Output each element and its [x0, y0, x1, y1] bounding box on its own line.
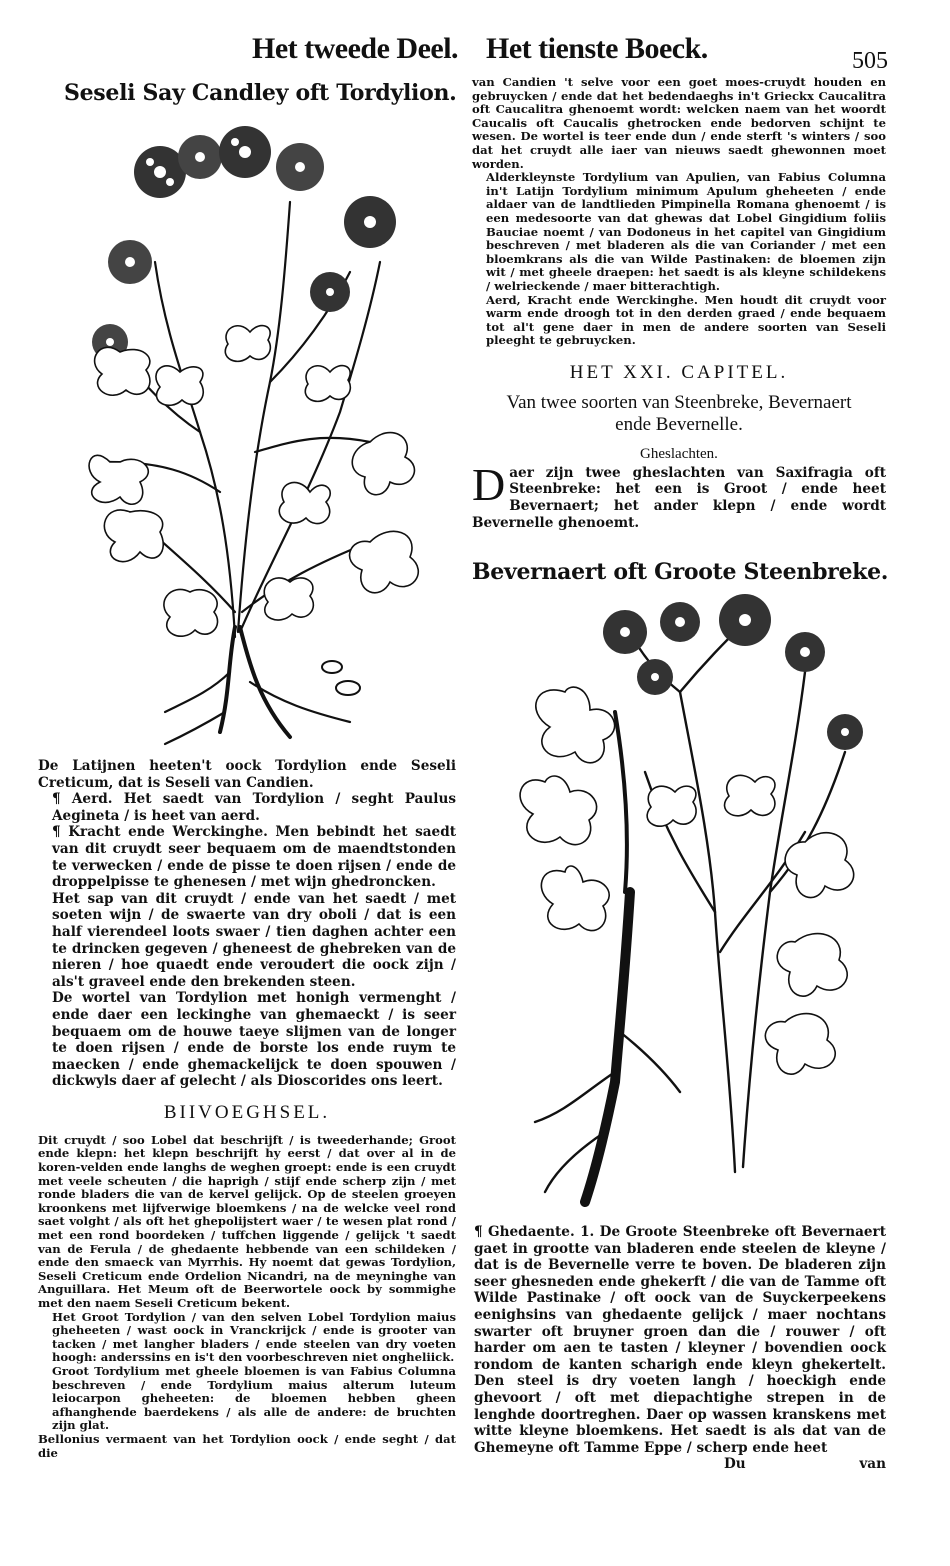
chapter-heading: HET XXI. CAPITEL.: [569, 361, 789, 383]
gheslachten-heading: Gheslachten.: [640, 445, 718, 462]
left-paragraph-2: ¶ Aerd. Het saedt van Tordylion / seght Paulus Aegineta / is heet van aerd.: [52, 791, 456, 824]
drop-cap: D: [472, 458, 506, 510]
bijvoegsel-paragraph-4: Bellonius vermaent van het Tordylion oock / ende seght / dat die: [38, 1431, 456, 1460]
left-paragraph-1: De Latijnen heeten't oock Tordylion ende Seseli Creticum, dat is Seseli van Candien.: [38, 758, 456, 791]
left-paragraph-4: Het sap van dit cruydt / ende van het saedt / met soeten wijn / de swaerte van dry oboli / dat is een half vierendeel loots swaer / tien daghen achter een te drincken gegeven / gheneest de ghebreken van de nieren / hoe quaedt ende veroudert die oock zijn / als't graveel ende den brekenden steen.: [52, 890, 456, 990]
left-paragraph-3: ¶ Kracht ende Werckinghe. Men bebindt het saedt van dit cruydt seer bequaem om de maendtstonden te verwecken / ende de pisse te doen rijsen / ende de droppelpisse te ghenesen / met wijn ghedroncken.: [52, 824, 456, 891]
bijvoegsel-paragraph-3: Groot Tordylium met gheele bloemen is van Fabius Columna beschreven / ende Tordylium maius alterum luteum leiocarpon gheheeten: de bloemen hebben gheen afhanghende baerdekens / als alle de andere: de bruchten zijn glat.: [52, 1363, 456, 1433]
right-figure-title: Bevernaert oft Groote Steenbreke.: [472, 559, 889, 586]
chapter-subtitle-line-2: ende Bevernelle.: [615, 413, 743, 435]
bijvoegsel-heading: BIIVOEGHSEL.: [163, 1101, 331, 1123]
chapter-subtitle-line-1: Van twee soorten van Steenbreke, Bevernaert: [506, 391, 852, 413]
bijvoegsel-paragraph-1: Dit cruydt / soo Lobel dat beschrijft / is tweederhande; Groot ende klepn: het klepn beschrijft hy eerst / dat over al in de koren-velden ende langhs de weghen groept: ende is een cruydt met veele scheuten / die haprigh / stijf ende scherp zijn / met ronde bladers die van de kervel gelijck. Op de steelen groeyen kroonkens met lijfverwige bloemkens / na de welcke veel rond saet volght / als oft het ghepolijstert waer / te wesen plat rond / met een rond boordeken / tuffchen liggende / gelijck 't saedt van de Ferula / de ghedaente hebbende van een schildeken / ende den smaeck van Myrrhis. Hy noemt dat gewas Tordylion, Seseli Creticum ende Ordelion Nicandri, na de meyninghe van Anguillara. Het Meum oft de Beerwortele oock by sommighe met den naem Seseli Creticum bekent.: [38, 1132, 456, 1310]
catchword-right: van: [859, 1456, 886, 1473]
header-right: Het tienste Boeck.: [486, 32, 708, 65]
gheslachten-paragraph: [472, 458, 886, 531]
left-paragraph-5: De wortel van Tordylion met honigh vermenght / ende daer een leckinghe van ghemaeckt / is seer bequaem om de houwe taeye slijmen van de longer te doen rijsen / ende de borste los ende ruym te maecken / ende ghemackelijck te doen spouwen / dickwyls daer af gelecht / als Dioscorides ons leert.: [52, 990, 456, 1090]
catchword-left: Du: [724, 1456, 746, 1473]
page-number: 505: [852, 48, 888, 74]
right-paragraph-2: Alderkleynste Tordylium van Apulien, van Fabius Columna in't Latijn Tordylium minimum Apulum gheheeten / ende aldaer van de landtlieden Pimpinella Romana ghenoemt / is een medesoorte van dat ghewas dat Lobel Gingidium foliis Bauciae noemt / van Dodoneus in het capitel van Gingidium beschreven / met bladeren als die van Coriander / met een bloemkrans als die van Wilde Pastinaken: de bloemen zijn wit / met gheele draepen: het saedt is als kleyne schildekens / welrieckende / maer bitterachtigh.: [486, 170, 886, 293]
right-paragraph-3: Aerd, Kracht ende Werckinghe. Men houdt dit cruydt voor warm ende droogh tot in den derden graed / ende bequaem tot al't gene daer in men de andere soorten van Seseli pleeght te gebruycken.: [486, 292, 886, 348]
bijvoegsel-paragraph-2: Het Groot Tordylion / van den selven Lobel Tordylion maius gheheeten / wast oock in Vranckrijck / ende is grooter van tacken / met langher bladers / ende steelen van dry voeten hoogh: anderssins en is't den voorbeschreven niet ongheliick.: [52, 1309, 456, 1365]
tordylion-woodcut: [70, 112, 450, 752]
header-left: Het tweede Deel.: [252, 32, 459, 65]
bevernaert-woodcut: [505, 592, 885, 1212]
right-paragraph-1: van Candien 't selve voor een goet moes-cruydt houden en gebruycken / ende dat het bedendaeghs in't Grieckx Caucalitra oft Caucalitra ghenoemt wordt: welcken naem van het woordt Caucalis oft Caucalis ghetrocken ende bedorven schijnt te wesen. De wortel is teer ende dun / ende sterft 's winters / soo dat het cruydt alle iaer van nieuws saedt ghewonnen moet worden.: [472, 75, 886, 171]
gheslachten-text: aer zijn twee gheslachten van Saxifragia oft Steenbreke: het een is Groot / ende heet Bevernaert; het ander klepn / ende wordt Bevernelle ghenoemt.: [472, 464, 886, 531]
left-figure-title: Seseli Say Candley oft Tordylion.: [64, 80, 457, 106]
ghedaente-paragraph: ¶ Ghedaente. 1. De Groote Steenbreke oft Bevernaert gaet in grootte van bladeren ende steelen de kleyne / dat is de Bevernelle verre te boven. De bladeren zijn seer ghesneden ende ghekerft / die van de Tamme oft Wilde Pastinake / oft oock van de Suyckerpeekens eenighsins van ghedaente gelijck / maer nochtans swarter oft bruyner groen dan die / rouwer / oft harder om aen te tasten / kleyner / bovendien oock rondom de kanten scharigh ende kleyn ghekertelt. Den steel is dry voeten langh / hoeckigh ende ghevoort / oft met diepachtighe strepen in de lenghde doortreghen. Daer op wassen kranskens met witte kleyne bloemkens. Het saedt is als dat van de Ghemeyne oft Tamme Eppe / scherp ende heet: [474, 1224, 886, 1456]
